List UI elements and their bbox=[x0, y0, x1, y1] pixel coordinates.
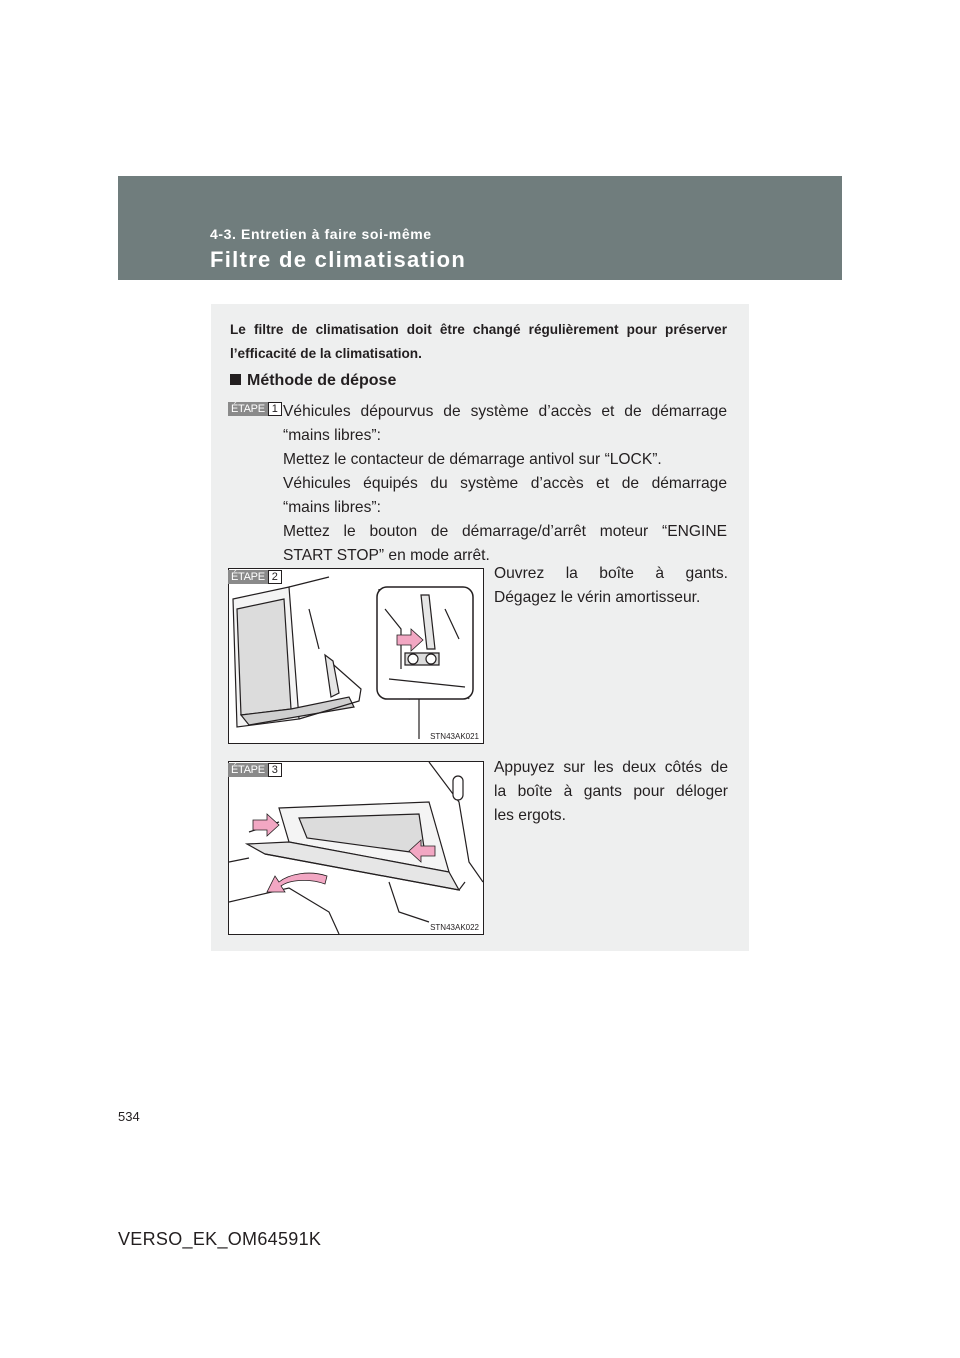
document-id: VERSO_EK_OM64591K bbox=[118, 1229, 322, 1249]
method-heading bbox=[230, 372, 396, 390]
intro-text: Le filtre de climatisation doit être changé régulièrement pour préserver l’efficacité de la climatisation. bbox=[230, 322, 727, 361]
step-1-line: Mettez le contacteur de démarrage antivol sur “LOCK”. bbox=[283, 451, 662, 468]
step-2-line: Ouvrez la boîte à gants. bbox=[494, 565, 728, 582]
step-1-line: START STOP” en mode arrêt. bbox=[283, 547, 490, 564]
method-heading-label: Méthode de dépose bbox=[247, 372, 397, 389]
figure-code: STN43AK021 bbox=[430, 732, 479, 741]
figure-code: STN43AK022 bbox=[430, 923, 479, 932]
step-1-line: “mains libres”: bbox=[283, 427, 381, 444]
glove-box-damper-illustration bbox=[229, 569, 483, 743]
step-badge-1 bbox=[228, 402, 282, 416]
step-2-text bbox=[494, 562, 728, 610]
page-title: Filtre de climatisation bbox=[210, 247, 467, 272]
page-number: 534 bbox=[118, 1109, 140, 1124]
step-number: 3 bbox=[268, 763, 282, 777]
step-1-line: Mettez le bouton de démarrage/d’arrêt moteur “ENGINE bbox=[283, 523, 727, 540]
step-number: 1 bbox=[268, 402, 282, 416]
step-badge-3 bbox=[228, 763, 282, 777]
figure-step-2 bbox=[228, 568, 484, 744]
section-header bbox=[118, 176, 842, 280]
step-2-line: Dégagez le vérin amortisseur. bbox=[494, 589, 701, 606]
step-1-line: Véhicules dépourvus de système d’accès et de démarrage bbox=[283, 403, 727, 420]
square-bullet-icon bbox=[230, 374, 241, 385]
step-1-line: “mains libres”: bbox=[283, 499, 381, 516]
step-3-text bbox=[494, 756, 728, 828]
step-number: 2 bbox=[268, 570, 282, 584]
content-panel bbox=[211, 304, 749, 951]
step-word: ÉTAPE bbox=[228, 570, 268, 584]
figure-step-3 bbox=[228, 761, 484, 935]
step-3-line: les ergots. bbox=[494, 807, 566, 824]
glove-box-release-illustration bbox=[229, 762, 483, 934]
section-label: 4-3. Entretien à faire soi-même bbox=[210, 226, 432, 242]
step-1-line: Véhicules équipés du système d’accès et de démarrage bbox=[283, 475, 727, 492]
step-1-text bbox=[283, 400, 727, 568]
step-word: ÉTAPE bbox=[228, 402, 268, 416]
step-3-line: Appuyez sur les deux côtés de bbox=[494, 759, 728, 776]
step-word: ÉTAPE bbox=[228, 763, 268, 777]
step-badge-2 bbox=[228, 570, 282, 584]
step-3-line: la boîte à gants pour déloger bbox=[494, 783, 728, 800]
